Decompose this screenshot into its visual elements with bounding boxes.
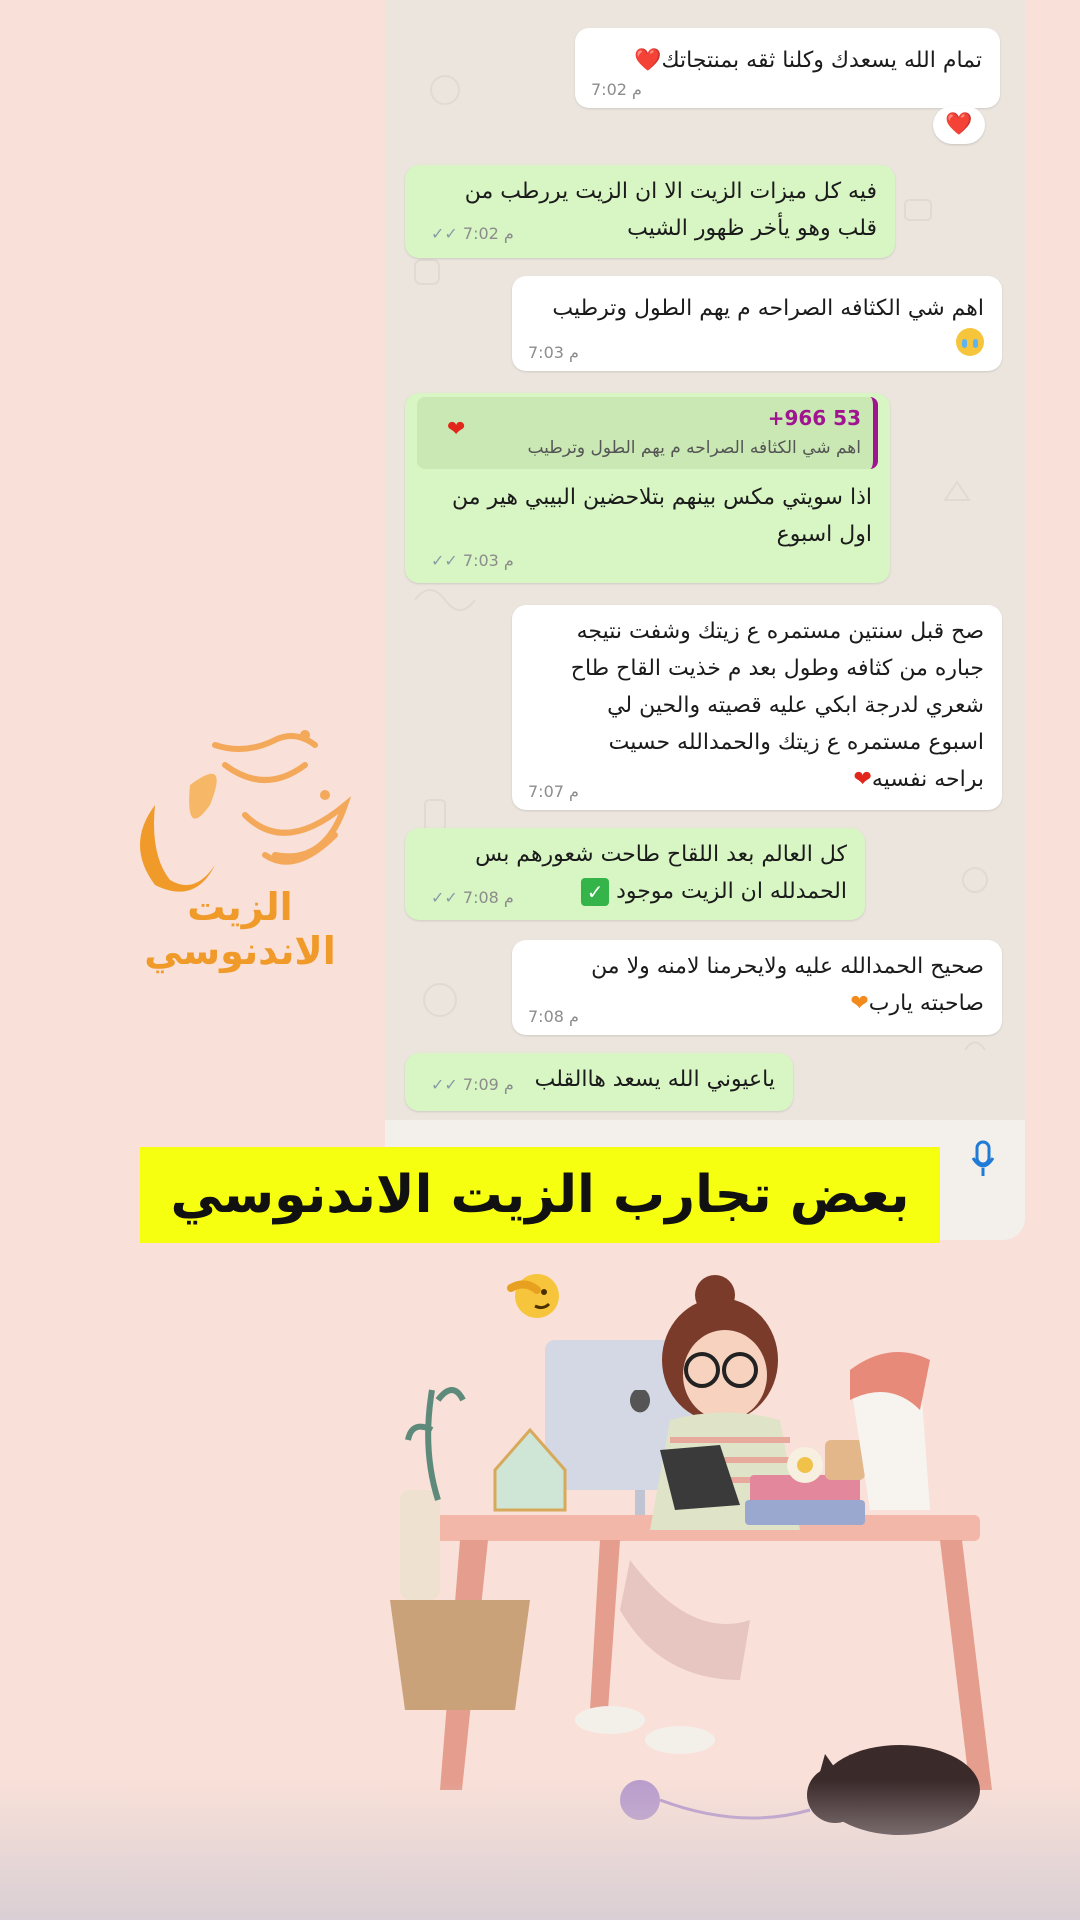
message-time: ✓✓ 7:02 م (431, 224, 514, 243)
message-bubble-outgoing[interactable] (405, 828, 865, 920)
crying-face-icon (956, 328, 984, 356)
double-check-icon: ✓✓ (431, 1075, 458, 1094)
red-heart-icon: ❤ (853, 767, 872, 792)
red-heart-icon: ❤️ (945, 112, 973, 137)
message-text: اهم شي الكثافه الصراحه م يهم الطول وترطيب (552, 296, 984, 321)
double-check-icon: ✓✓ (431, 224, 458, 243)
message-bubble-incoming[interactable] (512, 605, 1002, 810)
message-bubble-incoming[interactable] (512, 276, 1002, 371)
message-bubble-outgoing[interactable] (405, 1053, 793, 1111)
headline-banner (140, 1147, 940, 1243)
message-line: اذا سويتي مكس بينهم بتلاحضين البيبي هير من (452, 485, 872, 510)
quoted-sender: +966 53 (767, 406, 861, 430)
check-mark-icon: ✓ (581, 878, 609, 906)
message-line: صح قبل سنتين مستمره ع زيتك وشفت نتيجه (576, 619, 984, 644)
message-time: 7:02 م (591, 80, 642, 99)
message-time: ✓✓ 7:08 م (431, 888, 514, 907)
message-line: صحيح الحمدالله عليه ولايحرمنا لامنه ولا من (591, 954, 984, 979)
message-text: تمام الله يسعدك وكلنا ثقه بمنتجاتك (661, 48, 982, 73)
message-line: قلب وهو يأخر ظهور الشيب (627, 216, 877, 241)
message-line: شعري لدرجة ابكي عليه قصيته والحين لي (607, 693, 984, 718)
message-line: الحمدلله ان الزيت موجود (616, 879, 847, 904)
orange-heart-icon: ❤ (850, 991, 869, 1016)
message-time: ✓✓ 7:03 م (431, 551, 514, 570)
message-bubble-incoming[interactable] (512, 940, 1002, 1035)
message-time: 7:07 م (528, 782, 579, 801)
message-line: براحه نفسيه (871, 767, 984, 792)
red-heart-icon: ❤️ (634, 48, 662, 73)
banner-text: بعض تجارب الزيت الاندنوسي (170, 1165, 910, 1225)
microphone-icon[interactable] (970, 1140, 996, 1180)
message-line: صاحبته يارب (868, 991, 984, 1016)
message-line: كل العالم بعد اللقاح طاحت شعورهم بس (475, 842, 847, 867)
message-time: ✓✓ 7:09 م (431, 1075, 514, 1094)
brand-name: الزيت الاندنوسي (144, 885, 336, 973)
quoted-text: اهم شي الكثافه الصراحه م يهم الطول وترطيب (527, 438, 861, 458)
double-check-icon: ✓✓ (431, 888, 458, 907)
double-check-icon: ✓✓ (431, 551, 458, 570)
message-bubble-incoming[interactable] (575, 28, 1000, 108)
message-time: 7:08 م (528, 1007, 579, 1026)
message-time: 7:03 م (528, 343, 579, 362)
red-heart-icon: ❤ (447, 417, 466, 442)
quoted-message[interactable] (417, 397, 878, 469)
message-line: اول اسبوع (776, 522, 872, 547)
message-reaction[interactable] (933, 106, 985, 144)
message-bubble-outgoing[interactable] (405, 393, 890, 583)
message-bubble-outgoing[interactable] (405, 165, 895, 258)
bottom-gradient (0, 1780, 1080, 1920)
message-text: ياعيوني الله يسعد هاالقلب (534, 1067, 775, 1092)
message-line: جباره من كثافه وطول بعد م خذيت القاح طاح (570, 656, 984, 681)
message-line: اسبوع مستمره ع زيتك والحمدالله حسيت (608, 730, 984, 755)
message-line: فيه كل ميزات الزيت الا ان الزيت يررطب من (464, 179, 877, 204)
